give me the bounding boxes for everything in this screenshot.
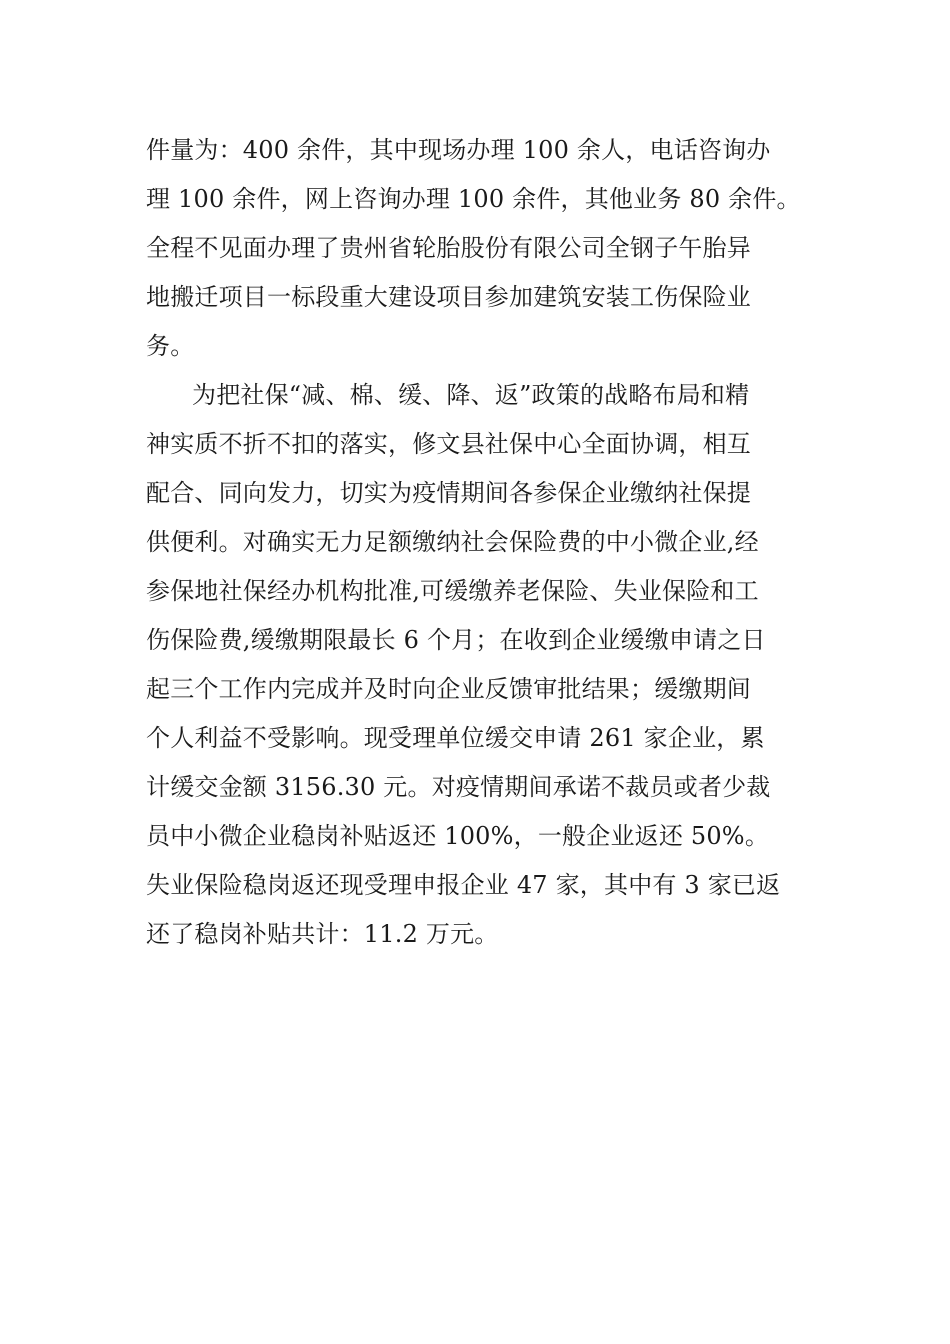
text-line: 计缓交金额 3156.30 元。对疫情期间承诺不裁员或者少裁: [146, 773, 771, 801]
text-line: 参保地社保经办机构批准,可缓缴养老保险、失业保险和工: [146, 577, 759, 605]
text-line: 配合、同向发力，切实为疫情期间各参保企业缴纳社保提: [146, 479, 751, 507]
text-line: 个人利益不受影响。现受理单位缓交申请 261 家企业，累: [146, 724, 765, 752]
text-line: 全程不见面办理了贵州省轮胎股份有限公司全钢子午胎异: [146, 234, 751, 262]
text-line: 神实质不折不扣的落实，修文县社保中心全面协调，相互: [146, 430, 751, 458]
text-line: 地搬迁项目一标段重大建设项目参加建筑安装工伤保险业: [146, 283, 751, 311]
text-line: 员中小微企业稳岗补贴返还 100%，一般企业返还 50%。: [146, 822, 770, 850]
text-line: 件量为：400 余件，其中现场办理 100 余人，电话咨询办: [146, 136, 771, 164]
paragraph-1: [146, 126, 826, 371]
text-line: 伤保险费,缓缴期限最长 6 个月；在收到企业缓缴申请之日: [146, 626, 766, 654]
text-line: 务。: [146, 332, 195, 360]
text-line: 还了稳岗补贴共计：11.2 万元。: [146, 920, 499, 948]
text-line: 起三个工作内完成并及时向企业反馈审批结果；缓缴期间: [146, 675, 751, 703]
text-line: 为把社保“减、棉、缓、降、返”政策的战略布局和精: [192, 381, 750, 409]
document-body: [146, 126, 826, 959]
text-line: 理 100 余件，网上咨询办理 100 余件，其他业务 80 余件。: [146, 185, 801, 213]
text-line: 失业保险稳岗返还现受理申报企业 47 家，其中有 3 家已返: [146, 871, 781, 899]
paragraph-2: [146, 371, 826, 959]
text-line: 供便利。对确实无力足额缴纳社会保险费的中小微企业,经: [146, 528, 759, 556]
